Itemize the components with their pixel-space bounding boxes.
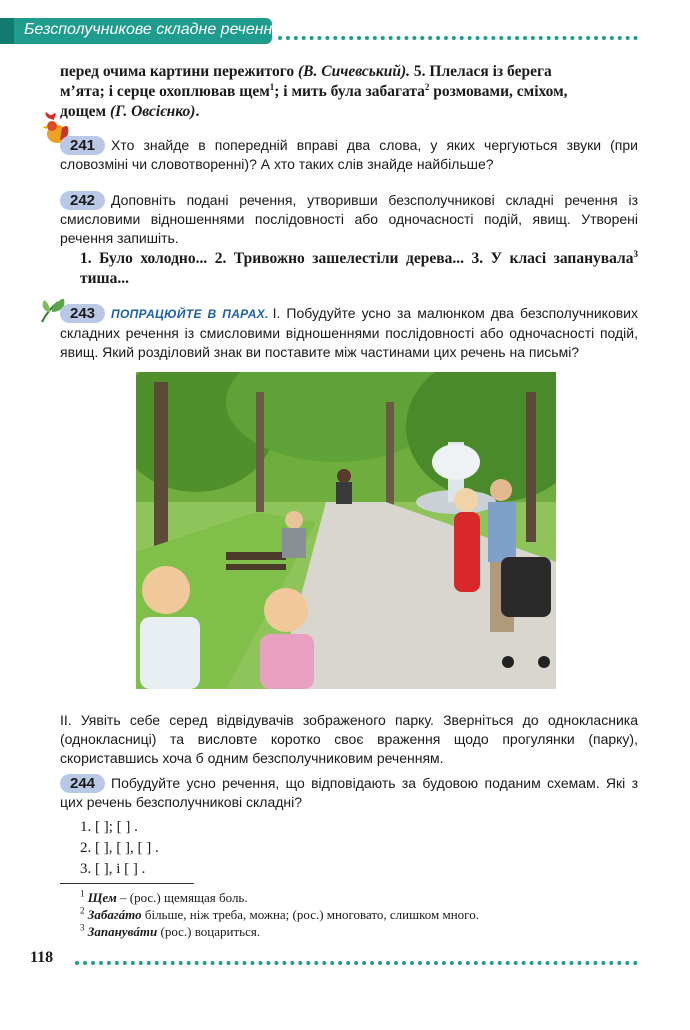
exercise-number-badge: 241 <box>60 136 105 155</box>
footnote-item: $^2$ Забагáто більше, ніж треба, можна; (рос.) многовато, слишком много. <box>80 905 479 922</box>
chapter-title: Безсполучникове складне речення <box>24 21 281 38</box>
header-dotted-rule <box>278 36 638 40</box>
footnotes <box>80 889 479 940</box>
intro-text: перед очима картини пережитого (В. Сичевський). 5. Плелася із берега м’ята; і серце охоплював щем$^1$; і мить була забагата$^2$ розмовами, сміхом, дощем (Г. Овсієнко). <box>60 63 568 120</box>
footnote-item: $^3$ Запанувáти (рос.) воцариться. <box>80 922 261 939</box>
exercise-243: 243 ПОПРАЦЮЙТЕ В ПАРАХ. І. Побудуйте усно за малюнком два безсполучникових складних речення із смисловими відношеннями послідовності або одночасності подій, явищ. Який розділовий знак ви поставите між частинами цих речень на письмі? <box>60 305 638 360</box>
exercise-242: 242 Доповніть подані речення, утворивши безсполучникові складні речення із смисловими відношеннями послідовності або одночасності подій, явищ. Утворені речення запишіть. <box>60 192 638 246</box>
sentence-schemes <box>80 817 159 880</box>
park-illustration <box>136 372 556 689</box>
footnote-rule <box>60 883 194 884</box>
scheme-item: 2. [ ], [ ], [ ] . <box>80 840 159 856</box>
exercise-number-badge: 243 <box>60 304 105 323</box>
exercise-number-badge: 244 <box>60 774 105 793</box>
exercise-244: 244 Побудуйте усно речення, що відповідають за будовою поданим схемам. Які з цих речень безсполучникові складні? <box>60 775 638 810</box>
chapter-header <box>0 18 281 44</box>
pair-work-label: ПОПРАЦЮЙТЕ В ПАРАХ. <box>111 307 269 321</box>
footer-dotted-rule <box>75 961 638 965</box>
footnote-item: $^1$ Щем – (рос.) щемящая боль. <box>80 888 248 905</box>
scheme-item: 1. [ ]; [ ] . <box>80 819 138 835</box>
exercise-241: 241 Хто знайде в попередній вправі два слова, у яких чергуються звуки (при словозміні чи словотворенні)? А хто таких слів знайде найбільше? <box>60 137 638 172</box>
exercise-242-sentences: 1. Було холодно... 2. Тривожно зашелестіли дерева... 3. У класі запанувала$^3$ тиша... <box>80 248 638 287</box>
scheme-item: 3. [ ], і [ ] . <box>80 861 146 877</box>
exercise-243-part2: ІІ. Уявіть себе серед відвідувачів зображеного парку. Зверніться до однокласника (однокласниці) та висловте коротко своє враження щодо прогулянки (парку), скориставшись хоча б одним безсполучниковим реченням. <box>60 712 638 766</box>
exercise-number-badge: 242 <box>60 191 105 210</box>
page-number: 118 <box>30 949 54 966</box>
